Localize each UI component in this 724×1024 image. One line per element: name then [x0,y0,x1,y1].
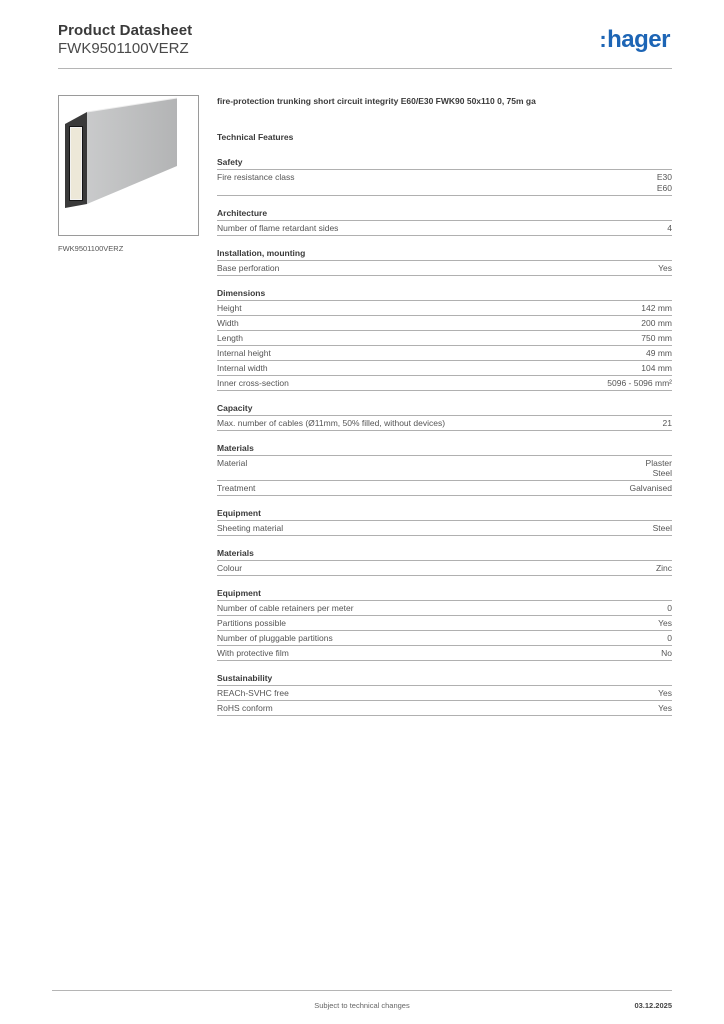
feature-label: Internal width [217,362,268,373]
feature-value-line: 4 [667,222,672,233]
feature-value-line: E30 [656,172,672,182]
feature-value-line: Zinc [655,563,672,573]
feature-row [217,361,672,376]
feature-section [217,442,672,497]
section-title: Capacity [217,402,672,416]
feature-row [217,331,672,346]
feature-value [658,263,672,274]
feature-value-line: Yes [658,262,672,273]
feature-label: Max. number of cables (Ø11mm, 50% filled, without devices) [217,417,446,428]
feature-row [217,170,672,196]
feature-value [667,603,672,614]
product-description: fire-protection trunking short circuit integrity E60/E30 FWK90 50x110 0, 75m ga [217,96,536,106]
feature-row [217,616,672,631]
product-code: FWK9501100VERZ [58,40,189,57]
feature-value [656,563,672,574]
feature-value-line: Steel [652,468,672,478]
feature-value [646,348,672,359]
feature-section [217,587,672,661]
feature-row [217,416,672,431]
feature-row [217,686,672,701]
feature-label: Length [217,332,243,343]
feature-row [217,701,672,716]
feature-value [641,318,672,329]
feature-label: Height [217,302,242,313]
feature-label: Base perforation [217,262,280,273]
feature-row [217,521,672,536]
feature-label: Inner cross-section [217,377,289,388]
product-image [58,95,199,236]
feature-value [646,458,672,479]
feature-value-line: 104 mm [641,362,672,373]
page-header [58,22,672,69]
section-title: Materials [217,442,672,456]
feature-value-line: 0 [667,633,672,643]
feature-value-line: 142 mm [641,302,672,313]
feature-label: Colour [217,563,243,573]
feature-row [217,561,672,576]
feature-value-line: 21 [662,417,672,428]
section-title: Equipment [217,587,672,601]
image-caption: FWK9501100VERZ [58,244,124,253]
section-title: Equipment [217,507,672,521]
feature-label: Treatment [217,483,256,493]
feature-value [657,172,672,193]
feature-value-line: 200 mm [641,317,672,328]
feature-label: Number of cable retainers per meter [217,603,354,613]
technical-features-heading: Technical Features [217,132,294,142]
feature-row [217,301,672,316]
feature-value-line: Plaster [645,457,672,468]
section-title: Installation, mounting [217,247,672,261]
feature-row [217,346,672,361]
feature-row [217,221,672,236]
product-photo-icon [59,96,198,235]
feature-section [217,402,672,431]
feature-section [217,287,672,391]
feature-sections [217,156,672,716]
feature-value [663,418,672,429]
feature-label: REACh-SVHC free [217,688,289,698]
feature-value [653,523,672,534]
feature-value-line: Steel [652,523,672,533]
feature-row [217,601,672,616]
feature-value-line: Yes [658,688,672,698]
feature-value-line: E60 [656,182,672,193]
feature-value [629,483,672,494]
feature-row [217,261,672,276]
feature-value [658,703,672,714]
feature-label: Internal height [217,347,271,358]
feature-value [641,363,672,374]
section-title: Materials [217,547,672,561]
section-title: Sustainability [217,672,672,686]
feature-label: Partitions possible [217,618,286,628]
feature-value [661,648,672,659]
feature-value-line: 5096 - 5096 mm² [607,377,672,388]
feature-value-line: 0 [667,603,672,613]
feature-value-line: Yes [658,618,672,628]
feature-label: Material [217,457,248,468]
feature-row [217,456,672,482]
feature-label: RoHS conform [217,703,273,713]
footer-note: Subject to technical changes [314,1001,410,1010]
feature-row [217,481,672,496]
feature-value-line: Yes [658,703,672,713]
feature-value [667,633,672,644]
page-title: Product Datasheet [58,22,193,39]
feature-label: Fire resistance class [217,172,295,182]
feature-row [217,631,672,646]
feature-row [217,646,672,661]
feature-value [658,618,672,629]
datasheet-content [217,95,672,716]
hager-logo: :hager [599,26,670,53]
feature-value-line: No [661,648,672,658]
feature-section [217,507,672,536]
feature-value [658,688,672,699]
feature-label: With protective film [217,648,289,658]
section-title: Dimensions [217,287,672,301]
feature-value-line: 49 mm [646,347,672,358]
feature-value [641,303,672,314]
section-title: Architecture [217,207,672,221]
feature-value-line: 750 mm [641,332,672,343]
feature-label: Width [217,317,239,328]
feature-value [667,223,672,234]
feature-section [217,247,672,276]
feature-section [217,547,672,576]
feature-value [607,378,672,389]
feature-value [641,333,672,344]
page-footer [52,990,672,1021]
section-title: Safety [217,156,672,170]
feature-section [217,672,672,716]
feature-value-line: Galvanised [629,483,672,493]
feature-section [217,156,672,196]
footer-date: 03.12.2025 [634,1001,672,1010]
feature-row [217,316,672,331]
brand-name: hager [607,26,670,53]
feature-label: Number of pluggable partitions [217,633,333,643]
feature-row [217,376,672,391]
feature-section [217,207,672,236]
feature-label: Number of flame retardant sides [217,222,339,233]
feature-label: Sheeting material [217,523,284,533]
